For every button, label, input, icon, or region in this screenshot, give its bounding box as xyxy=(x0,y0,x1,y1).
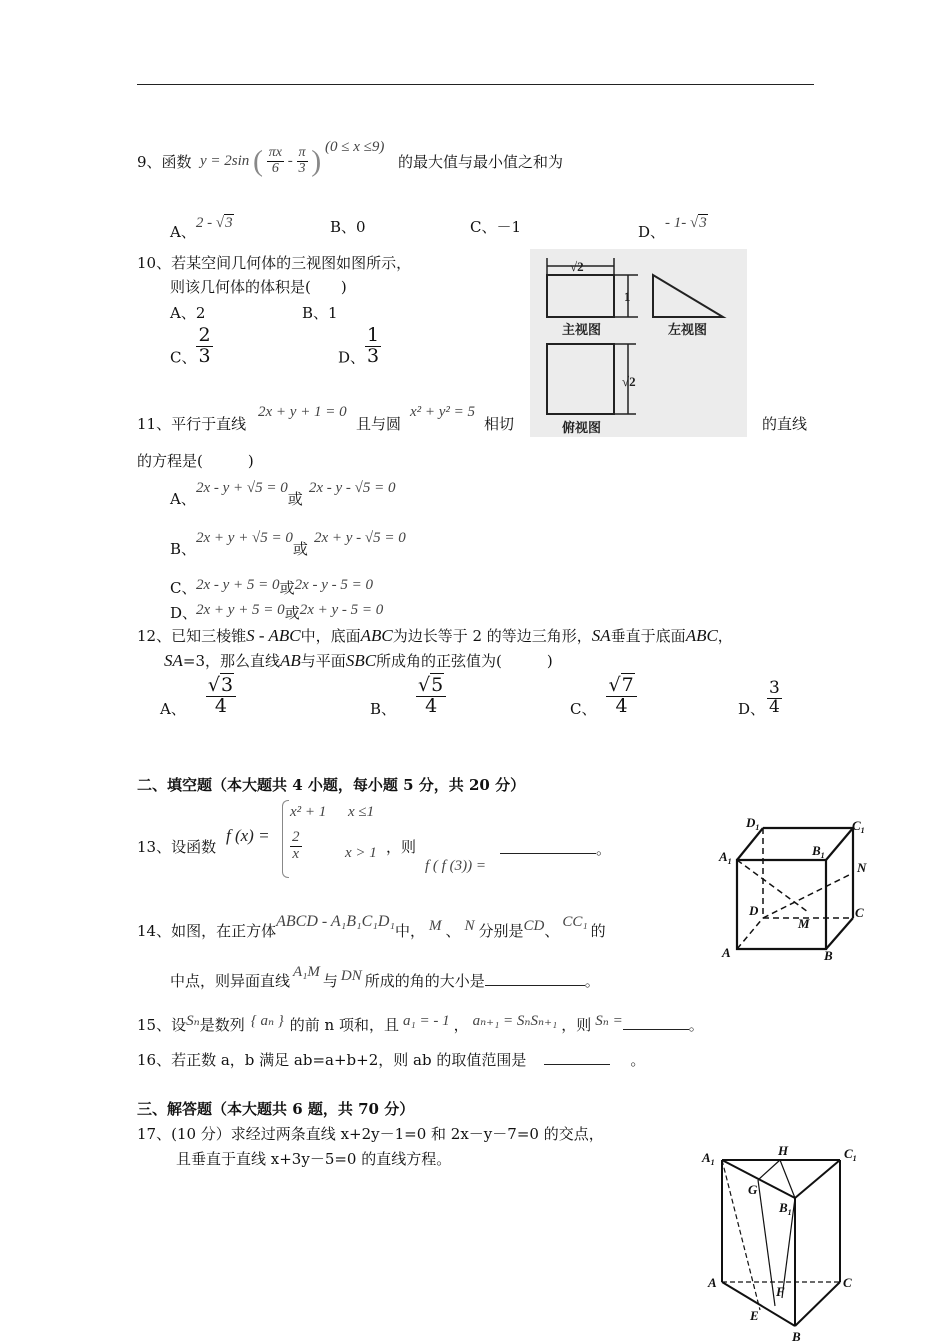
side-view-label: 左视图 xyxy=(668,322,708,337)
q11-tail: 的直线 xyxy=(762,415,808,433)
cube-label-d: D xyxy=(749,903,759,918)
q11-tangent: 相切 xyxy=(484,415,515,433)
q9-formula: y = 2sin ( $\frac{\pi x}{6}$ - $\frac{\pi}{3}$ ) (0 ≤ x ≤9) xyxy=(200,139,385,178)
q16-answer-blank[interactable] xyxy=(544,1050,610,1065)
q12-option-c: C、 $\frac{√7}{4}$ xyxy=(570,676,637,718)
q10-option-d: D、 $\frac{1}{3}$ xyxy=(338,324,380,367)
prism-label-b1: $B_1$ xyxy=(779,1200,792,1217)
cube-label-b: B xyxy=(824,948,833,963)
q12-line2: SA=3，那么直线AB与平面SBC所成角的正弦值为( ) xyxy=(164,651,553,670)
prism-figure xyxy=(700,1138,870,1344)
q10-option-b: B、1 xyxy=(302,304,338,322)
q14-line2: 中点，则异面直线 A₁M 与 DN 所成的角的大小是 。 xyxy=(170,964,600,990)
q13-cond1: x ≤1 xyxy=(348,804,375,820)
q17-line2: 且垂直于直线 x+3y－5=0 的直线方程。 xyxy=(176,1150,452,1168)
cube-label-c1: $C_1$ xyxy=(852,818,865,835)
front-view-height-label: 1 xyxy=(624,289,631,304)
q12-option-d: D、 $\frac{3}{4}$ xyxy=(738,678,780,719)
q11-line2: 的方程是( ) xyxy=(137,452,254,470)
q11-option-a: A、2x - y + √5 = 0或2x - y - √5 = 0 xyxy=(170,480,396,508)
top-view-depth-label: √2 xyxy=(622,374,636,389)
q13-number: 13、设函数 xyxy=(137,838,217,856)
prism-label-c1: $C_1$ xyxy=(844,1146,857,1163)
q9-option-c: C、－1 xyxy=(470,218,522,236)
q10-line1: 10、若某空间几何体的三视图如图所示， xyxy=(137,254,412,272)
q17-line1: 17、(10 分）求经过两条直线 x+2y－1=0 和 2x－y－7=0 的交点， xyxy=(137,1125,604,1143)
q10-option-a: A、2 xyxy=(170,304,206,322)
prism-label-b: B xyxy=(792,1329,801,1344)
prism-label-a1: $A_1$ xyxy=(702,1150,715,1167)
cube-label-d1: $D_1$ xyxy=(746,815,760,832)
cube-label-a1: $A_1$ xyxy=(719,849,732,866)
prism-label-e: E xyxy=(750,1308,759,1323)
prism-label-f: F xyxy=(776,1284,785,1299)
q11-number: 11、平行于直线 xyxy=(137,415,247,433)
q16-line: 16、若正数 a，b 满足 ab=a+b+2，则 ab 的取值范围是 。 xyxy=(137,1051,646,1069)
q14-line1: 14、如图，在正方体ABCD - A₁B₁C₁D₁中， M 、 N 分别是CD、 CC₁ 的 xyxy=(137,913,606,940)
q13-case1: x² + 1 xyxy=(290,804,327,820)
q9-stem-end: 的最大值与最小值之和为 xyxy=(398,153,564,171)
section-2-title: 二、填空题（本大题共 4 小题，每小题 5 分，共 20 分） xyxy=(137,776,526,794)
q9-option-a: A、2 - √3 xyxy=(170,215,233,241)
q10-line2: 则该几何体的体积是( ) xyxy=(170,278,347,296)
three-view-figure xyxy=(530,249,747,437)
q15-answer-blank[interactable] xyxy=(623,1015,689,1030)
cube-label-c: C xyxy=(855,905,864,920)
top-view-label: 俯视图 xyxy=(562,420,602,435)
q9-number: 9、函数 xyxy=(137,153,192,171)
q13-case2: $\frac{2}{x}$ xyxy=(292,829,300,862)
q14-answer-blank[interactable] xyxy=(485,971,585,986)
cube-label-n: N xyxy=(857,860,867,875)
q9-stem xyxy=(137,153,192,171)
cube-label-b1: $B_1$ xyxy=(812,843,825,860)
q13-fx: f (x) = xyxy=(226,826,270,845)
q12-line1: 12、已知三棱锥S - ABC中，底面ABC为边长等于 2 的等边三角形，SA垂直于底面ABC， xyxy=(137,626,733,645)
q10-option-c: C、 $\frac{2}{3}$ xyxy=(170,324,211,367)
q11-and-circle: 且与圆 xyxy=(356,415,402,433)
q9-option-d: D、- 1- √3 xyxy=(638,215,707,241)
section-3-title: 三、解答题（本大题共 6 题，共 70 分） xyxy=(137,1100,415,1118)
q12-option-a: A、 $\frac{√3}{4}$ xyxy=(160,676,236,718)
q11-option-b: B、2x + y + √5 = 0或2x + y - √5 = 0 xyxy=(170,530,406,558)
cube-figure xyxy=(718,815,878,965)
front-view-width-label: √2 xyxy=(570,259,584,274)
q13-answer-blank[interactable] xyxy=(500,837,596,854)
prism-label-c: C xyxy=(843,1275,852,1290)
prism-label-a: A xyxy=(708,1275,717,1290)
q13-ffx: f ( f (3)) = xyxy=(425,858,486,874)
q15-line: 15、设Sₙ是数列 { aₙ } 的前 n 项和，且 a₁ = - 1 ， aₙ₊₁ = SₙSₙ₊₁ ，则 Sₙ = 。 xyxy=(137,1013,704,1034)
prism-label-h: H xyxy=(778,1143,789,1158)
q13-end: 。 xyxy=(596,840,612,858)
q13-cond2: x > 1 xyxy=(345,845,377,861)
cube-label-a: A xyxy=(722,945,731,960)
prism-label-g: G xyxy=(748,1182,758,1197)
q13-brace xyxy=(282,800,289,878)
q11-option-c: C、2x - y + 5 = 0或2x - y - 5 = 0 xyxy=(170,577,374,597)
q11-option-d: D、2x + y + 5 = 0或2x + y - 5 = 0 xyxy=(170,602,384,622)
front-view-label: 主视图 xyxy=(562,322,602,337)
q9-option-b: B、0 xyxy=(330,218,366,236)
q11-circle-eq: x² + y² = 5 xyxy=(410,404,476,420)
header-rule xyxy=(137,84,814,85)
q11-line-eq: 2x + y + 1 = 0 xyxy=(258,404,347,420)
q13-then: ，则 xyxy=(386,838,417,856)
q12-option-b: B、 $\frac{√5}{4}$ xyxy=(370,676,446,718)
cube-label-m: M xyxy=(798,916,810,931)
